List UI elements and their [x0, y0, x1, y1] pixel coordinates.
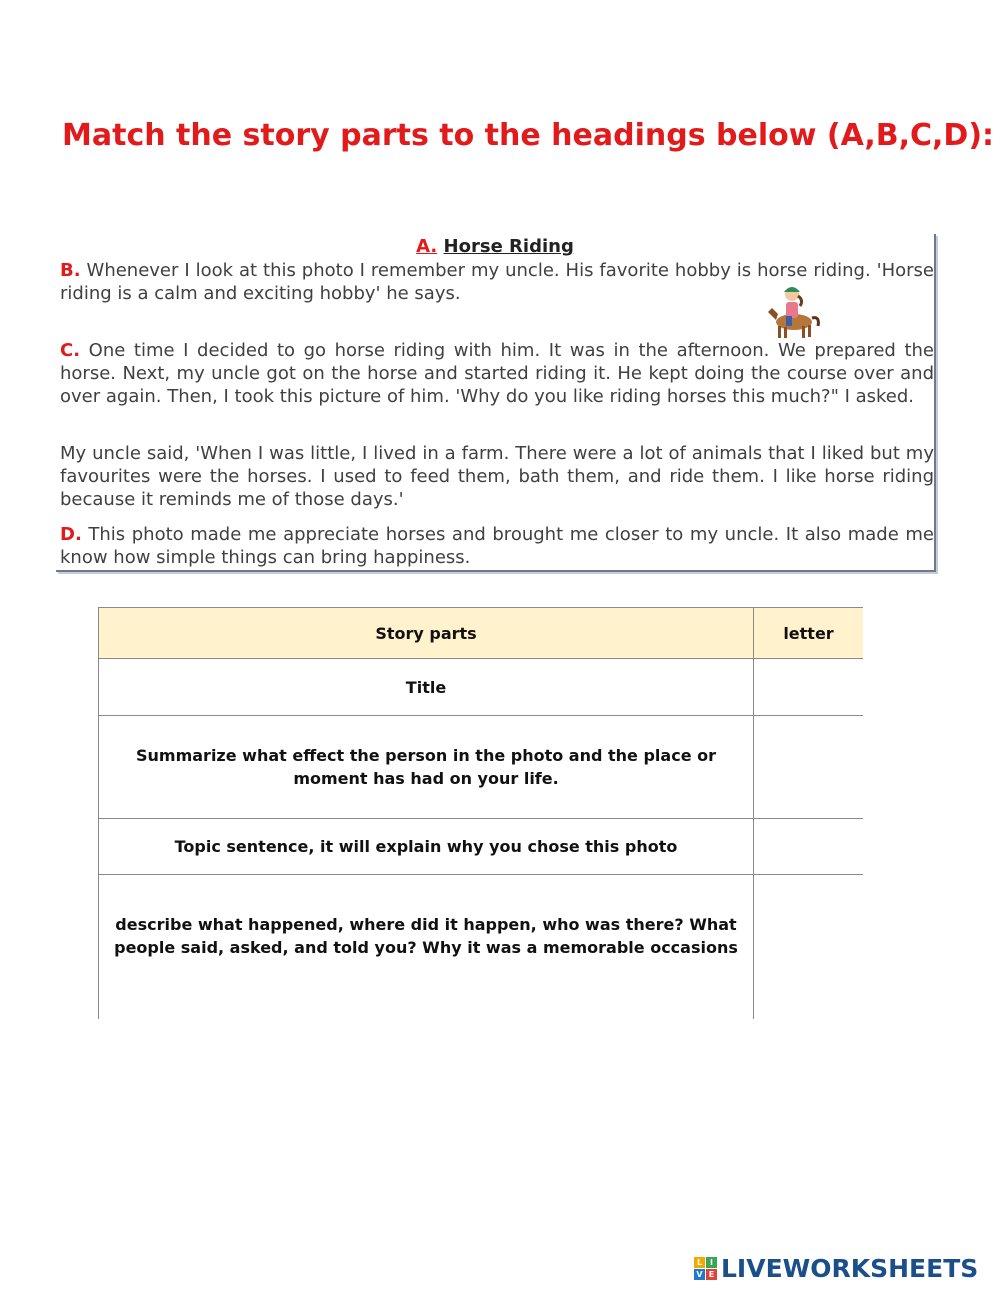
paragraph-text: My uncle said, 'When I was little, I lived in a farm. There were a lot of animals that I liked but my favourites were the horses. I used to feed them, bath them, and ride them. I like horse riding because it reminds me of those days.' — [60, 443, 934, 510]
table-row — [99, 875, 864, 1019]
table-row — [99, 819, 864, 875]
story-heading — [56, 236, 934, 257]
matching-table — [98, 607, 863, 1019]
paragraph-label: B. — [60, 260, 81, 281]
paragraph-label: D. — [60, 524, 82, 545]
heading-text: Horse Riding — [443, 236, 574, 257]
story-part-cell: Summarize what effect the person in the photo and the place or moment has had on your life. — [99, 716, 754, 819]
logo-text: LIVEWORKSHEETS — [721, 1254, 979, 1283]
letter-answer-cell[interactable] — [754, 716, 864, 819]
paragraph-text: Whenever I look at this photo I remember my uncle. His favorite hobby is horse riding. 'Horse riding is a calm and exciting hobby' he says. — [60, 260, 934, 304]
story-part-cell: describe what happened, where did it happen, who was there? What people said, asked, and told you? Why it was a memorable occasions — [99, 875, 754, 1019]
worksheet-title: Match the story parts to the headings below (A,B,C,D): — [62, 118, 995, 153]
story-part-cell: Title — [99, 659, 754, 716]
paragraph-text: This photo made me appreciate horses and brought me closer to my uncle. It also made me know how simple things can bring happiness. — [60, 524, 934, 568]
table-header-row — [99, 608, 864, 659]
table-row — [99, 659, 864, 716]
paragraph-label: C. — [60, 340, 81, 361]
story-paragraph-d — [60, 523, 934, 569]
letter-answer-cell[interactable] — [754, 819, 864, 875]
liveworksheets-logo — [694, 1254, 978, 1283]
logo-cube-icon: L I V E — [694, 1257, 717, 1280]
story-paragraph-uncle — [60, 442, 934, 511]
table-row — [99, 716, 864, 819]
letter-answer-cell[interactable] — [754, 875, 864, 1019]
paragraph-text: One time I decided to go horse riding with him. It was in the afternoon. We prepared the horse. Next, my uncle got on the horse and started riding it. He kept doing the course over and over again. Then, I took this picture of him. 'Why do you like riding horses this much?" I asked. — [60, 340, 934, 407]
heading-letter: A. — [416, 236, 438, 257]
header-story-parts: Story parts — [99, 608, 754, 659]
story-part-cell: Topic sentence, it will explain why you chose this photo — [99, 819, 754, 875]
story-paragraph-c — [60, 339, 934, 408]
story-box — [56, 234, 936, 572]
horse-rider-icon — [764, 282, 820, 340]
header-letter: letter — [754, 608, 864, 659]
letter-answer-cell[interactable] — [754, 659, 864, 716]
